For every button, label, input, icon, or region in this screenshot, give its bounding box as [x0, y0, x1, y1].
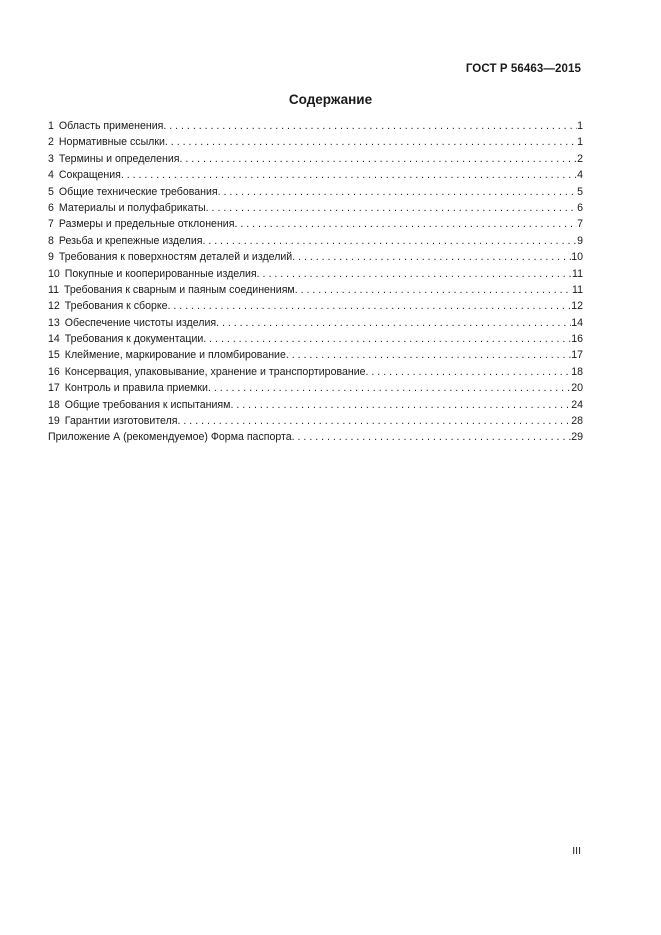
toc-leader-dots	[202, 233, 577, 249]
toc-entry-page: 14	[571, 316, 583, 329]
toc-entry[interactable]	[48, 413, 583, 429]
toc-entry-page: 20	[571, 382, 583, 395]
toc-entry-page: 18	[571, 365, 583, 378]
toc-entry-title: Требования к сварным и паяным соединениям	[64, 283, 295, 296]
toc-entry-page: 29	[571, 431, 583, 444]
toc-entry-number: 15	[48, 349, 60, 362]
toc-entry[interactable]	[48, 233, 583, 249]
toc-entry-number: 10	[48, 267, 60, 280]
toc-entry-title: Обеспечение чистоты изделия	[64, 316, 217, 329]
toc-entry-title: Резьба и крепежные изделия	[58, 234, 203, 247]
toc-entry-number: 6	[48, 201, 54, 214]
toc-leader-dots	[203, 331, 571, 347]
toc-entry-page: 6	[577, 201, 583, 214]
toc-entry-page: 2	[577, 152, 583, 165]
toc-entry-title: Контроль и правила приемки	[64, 382, 208, 395]
toc-entry-number: 2	[48, 136, 54, 149]
toc-entry-number: 11	[48, 283, 59, 296]
toc-entry-title: Материалы и полуфабрикаты	[58, 201, 206, 214]
toc-entry-number: 1	[48, 120, 54, 132]
toc-entry-number: 16	[48, 365, 60, 378]
toc-entry-title: Требования к документации	[64, 333, 204, 346]
toc-entry[interactable]	[48, 134, 583, 150]
toc-entry-title: Гарантии изготовителя	[64, 415, 178, 428]
toc-leader-dots	[292, 249, 571, 265]
toc-entry-title: Общие требования к испытаниям	[64, 398, 231, 411]
toc-entry[interactable]	[48, 364, 583, 380]
toc-title: Содержание	[288, 92, 373, 107]
toc-entry-page: 16	[571, 333, 583, 346]
toc-entry-title: Требования к поверхностям деталей и изделий	[58, 251, 293, 264]
toc-leader-dots	[206, 200, 577, 216]
toc-entry[interactable]	[48, 331, 583, 347]
toc-entry[interactable]	[48, 200, 583, 216]
toc-entry[interactable]	[48, 249, 583, 265]
toc-entry[interactable]	[48, 118, 583, 134]
toc-entry-title: Размеры и предельные отклонения	[58, 218, 235, 231]
toc-leader-dots	[180, 151, 578, 167]
toc-entry-page: 28	[571, 415, 583, 428]
toc-leader-dots	[168, 298, 572, 314]
toc-entry-number: 3	[48, 152, 54, 165]
toc-entry-page: 17	[571, 349, 583, 362]
toc-entry-page: 11	[572, 267, 583, 280]
table-of-contents	[48, 118, 583, 446]
toc-entry-title: Приложение А (рекомендуемое) Форма паспорта	[48, 431, 292, 444]
toc-entry-page: 24	[571, 398, 583, 411]
toc-entry-number: 14	[48, 333, 60, 346]
toc-leader-dots	[208, 380, 571, 396]
standard-number: ГОСТ Р 56463—2015	[465, 63, 581, 75]
page-number: III	[572, 845, 581, 857]
toc-entry-page: 7	[577, 218, 583, 231]
toc-entry-number: 7	[48, 218, 54, 231]
toc-leader-dots	[121, 167, 577, 183]
toc-entry-title: Сокращения	[58, 169, 121, 182]
toc-leader-dots	[366, 364, 572, 380]
toc-entry[interactable]	[48, 184, 583, 200]
toc-entry-page: 4	[577, 169, 583, 182]
toc-leader-dots	[234, 216, 577, 232]
toc-entry[interactable]	[48, 167, 583, 183]
toc-entry[interactable]	[48, 298, 583, 314]
toc-entry[interactable]	[48, 282, 583, 298]
toc-entry[interactable]	[48, 151, 583, 167]
toc-leader-dots	[292, 429, 572, 445]
toc-entry-number: 17	[48, 382, 60, 395]
toc-entry-title: Клеймение, маркирование и пломбирование	[64, 349, 286, 362]
toc-entry-page: 9	[577, 234, 583, 247]
toc-leader-dots	[163, 118, 577, 134]
toc-entry[interactable]	[48, 315, 583, 331]
toc-entry-number: 13	[48, 316, 60, 329]
toc-entry-title: Термины и определения	[58, 152, 180, 165]
toc-entry-number: 8	[48, 234, 54, 247]
toc-entry-page: 10	[571, 251, 583, 264]
toc-leader-dots	[218, 184, 577, 200]
toc-entry[interactable]	[48, 347, 583, 363]
toc-entry-number: 18	[48, 398, 60, 411]
toc-entry-title: Требования к сборке	[64, 300, 168, 313]
toc-entry-number: 5	[48, 185, 54, 198]
toc-leader-dots	[295, 282, 572, 298]
toc-entry-title: Область применения	[58, 120, 164, 132]
toc-entry-page: 1	[577, 120, 583, 132]
toc-entry-title: Покупные и кооперированные изделия	[64, 267, 257, 280]
toc-entry-number: 12	[48, 300, 60, 313]
toc-entry-title: Консервация, упаковывание, хранение и транспортирование	[64, 365, 366, 378]
toc-leader-dots	[257, 266, 572, 282]
toc-leader-dots	[230, 397, 571, 413]
toc-entry-page: 12	[571, 300, 583, 313]
toc-entry[interactable]	[48, 266, 583, 282]
toc-entry-number: 4	[48, 169, 54, 182]
toc-entry-title: Нормативные ссылки	[58, 136, 165, 149]
toc-entry-page: 1	[577, 136, 583, 149]
toc-entry-title: Общие технические требования	[58, 185, 218, 198]
toc-entry-page: 5	[577, 185, 583, 198]
toc-entry[interactable]	[48, 429, 583, 445]
toc-entry[interactable]	[48, 397, 583, 413]
toc-entry[interactable]	[48, 380, 583, 396]
toc-leader-dots	[286, 347, 571, 363]
toc-entry-number: 19	[48, 415, 60, 428]
toc-leader-dots	[216, 315, 571, 331]
toc-entry[interactable]	[48, 216, 583, 232]
toc-entry-page: 11	[572, 283, 583, 296]
toc-leader-dots	[178, 413, 572, 429]
toc-entry-number: 9	[48, 251, 54, 264]
toc-leader-dots	[165, 134, 577, 150]
